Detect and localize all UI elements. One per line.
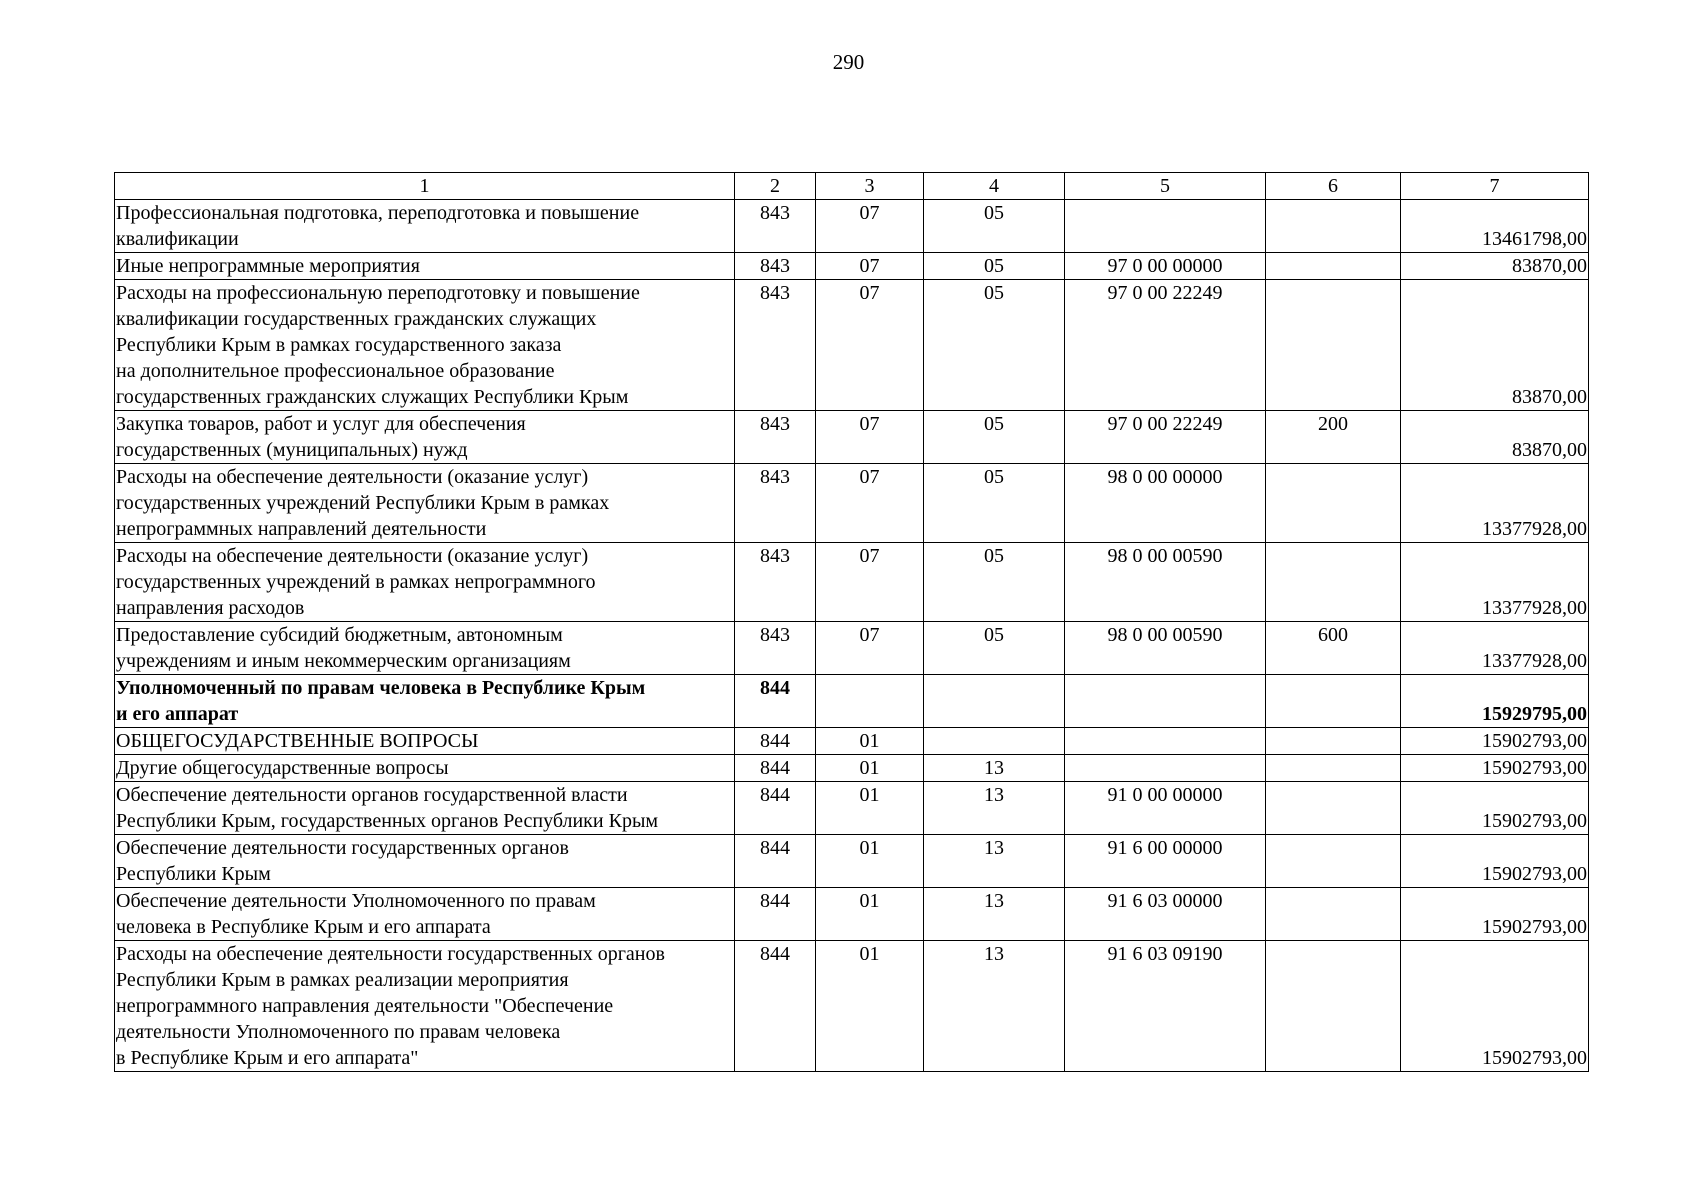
row-name-line: Уполномоченный по правам человека в Республике Крым: [116, 677, 646, 699]
group-code-cell: 05: [924, 543, 1065, 622]
row-name-line: Республики Крым в рамках государственного заказа: [116, 334, 562, 356]
column-header: 6: [1266, 173, 1401, 200]
page-number: 290: [832, 50, 865, 74]
group-code-cell: [924, 675, 1065, 728]
expense-type-cell: [1266, 253, 1401, 280]
table-row: [115, 835, 1589, 888]
target-article-cell: [1065, 755, 1266, 782]
subsection-code-cell: 07: [816, 253, 924, 280]
row-name-line: Обеспечение деятельности государственных органов: [116, 837, 569, 859]
target-article-cell: 91 6 03 00000: [1065, 888, 1266, 941]
subsection-code-cell: 07: [816, 622, 924, 675]
row-name-line: Обеспечение деятельности органов государственной власти: [116, 784, 628, 806]
row-name-line: на дополнительное профессиональное образование: [116, 360, 555, 382]
row-name-cell: [115, 543, 735, 622]
target-article-cell: 97 0 00 22249: [1065, 280, 1266, 411]
target-article-cell: 91 0 00 00000: [1065, 782, 1266, 835]
column-header: 4: [924, 173, 1065, 200]
subsection-code-cell: 01: [816, 755, 924, 782]
row-name-cell: [115, 755, 735, 782]
row-name-cell: [115, 941, 735, 1072]
expense-type-cell: [1266, 755, 1401, 782]
row-name-line: государственных (муниципальных) нужд: [116, 439, 468, 461]
subsection-code-cell: 07: [816, 200, 924, 253]
expense-type-cell: [1266, 888, 1401, 941]
subsection-code-cell: 07: [816, 543, 924, 622]
row-name-cell: [115, 728, 735, 755]
subsection-code-cell: 01: [816, 782, 924, 835]
amount-cell: 15902793,00: [1401, 728, 1589, 755]
table-row: [115, 411, 1589, 464]
table-row: [115, 280, 1589, 411]
table-row: [115, 728, 1589, 755]
expense-type-cell: [1266, 464, 1401, 543]
target-article-cell: [1065, 200, 1266, 253]
group-code-cell: 13: [924, 888, 1065, 941]
group-code-cell: 05: [924, 200, 1065, 253]
row-name-line: непрограммного направления деятельности "Обеспечение: [116, 995, 614, 1017]
subsection-code-cell: 07: [816, 464, 924, 543]
section-code-cell: 844: [735, 835, 816, 888]
subsection-code-cell: 01: [816, 941, 924, 1072]
amount-cell: 15929795,00: [1401, 675, 1589, 728]
section-code-cell: 843: [735, 464, 816, 543]
expense-type-cell: [1266, 782, 1401, 835]
subsection-code-cell: 07: [816, 280, 924, 411]
group-code-cell: [924, 728, 1065, 755]
row-name-cell: [115, 200, 735, 253]
column-header: 7: [1401, 173, 1589, 200]
amount-cell: 13461798,00: [1401, 200, 1589, 253]
column-header: 3: [816, 173, 924, 200]
row-name-line: государственных гражданских служащих Республики Крым: [116, 386, 629, 408]
row-name-line: государственных учреждений Республики Крым в рамках: [116, 492, 610, 514]
row-name-cell: [115, 253, 735, 280]
row-name-line: Расходы на обеспечение деятельности (оказание услуг): [116, 466, 589, 488]
group-code-cell: 13: [924, 782, 1065, 835]
row-name-line: Республики Крым, государственных органов Республики Крым: [116, 810, 659, 832]
table-row: [115, 253, 1589, 280]
row-name-cell: [115, 464, 735, 543]
amount-cell: 15902793,00: [1401, 888, 1589, 941]
row-name-cell: [115, 835, 735, 888]
group-code-cell: 13: [924, 941, 1065, 1072]
group-code-cell: 05: [924, 622, 1065, 675]
section-code-cell: 844: [735, 675, 816, 728]
table-row: [115, 200, 1589, 253]
target-article-cell: 98 0 00 00000: [1065, 464, 1266, 543]
amount-cell: 13377928,00: [1401, 543, 1589, 622]
expense-type-cell: [1266, 835, 1401, 888]
row-name-cell: [115, 782, 735, 835]
row-name-line: квалификации: [116, 228, 239, 250]
expense-type-cell: [1266, 728, 1401, 755]
section-code-cell: 844: [735, 755, 816, 782]
target-article-cell: [1065, 675, 1266, 728]
table-row: [115, 464, 1589, 543]
row-name-line: и его аппарат: [116, 703, 239, 725]
subsection-code-cell: [816, 675, 924, 728]
expense-type-cell: [1266, 543, 1401, 622]
subsection-code-cell: 01: [816, 728, 924, 755]
table-row: [115, 675, 1589, 728]
amount-cell: 15902793,00: [1401, 755, 1589, 782]
section-code-cell: 844: [735, 782, 816, 835]
target-article-cell: 91 6 00 00000: [1065, 835, 1266, 888]
expense-type-cell: [1266, 280, 1401, 411]
target-article-cell: 98 0 00 00590: [1065, 543, 1266, 622]
row-name-line: государственных учреждений в рамках непрограммного: [116, 571, 596, 593]
row-name-line: направления расходов: [116, 597, 305, 619]
subsection-code-cell: 01: [816, 888, 924, 941]
section-code-cell: 843: [735, 543, 816, 622]
row-name-line: деятельности Уполномоченного по правам человека: [116, 1021, 561, 1043]
header-row: [115, 173, 1589, 200]
amount-cell: 15902793,00: [1401, 782, 1589, 835]
row-name-line: Профессиональная подготовка, переподготовка и повышение: [116, 202, 640, 224]
group-code-cell: 05: [924, 411, 1065, 464]
table-row: [115, 622, 1589, 675]
row-name-line: непрограммных направлений деятельности: [116, 518, 487, 540]
expense-type-cell: 200: [1266, 411, 1401, 464]
row-name-cell: [115, 888, 735, 941]
target-article-cell: 97 0 00 00000: [1065, 253, 1266, 280]
subsection-code-cell: 07: [816, 411, 924, 464]
section-code-cell: 844: [735, 888, 816, 941]
target-article-cell: [1065, 728, 1266, 755]
row-name-line: Закупка товаров, работ и услуг для обеспечения: [116, 413, 526, 435]
amount-cell: 13377928,00: [1401, 464, 1589, 543]
expense-type-cell: [1266, 200, 1401, 253]
row-name-line: в Республике Крым и его аппарата": [116, 1047, 419, 1069]
target-article-cell: 97 0 00 22249: [1065, 411, 1266, 464]
section-code-cell: 843: [735, 280, 816, 411]
row-name-cell: [115, 675, 735, 728]
column-header: 2: [735, 173, 816, 200]
row-name-line: Республики Крым в рамках реализации мероприятия: [116, 969, 569, 991]
amount-cell: 13377928,00: [1401, 622, 1589, 675]
section-code-cell: 844: [735, 941, 816, 1072]
section-code-cell: 843: [735, 253, 816, 280]
group-code-cell: 05: [924, 253, 1065, 280]
row-name-cell: [115, 280, 735, 411]
subsection-code-cell: 01: [816, 835, 924, 888]
column-header: 5: [1065, 173, 1266, 200]
group-code-cell: 13: [924, 755, 1065, 782]
row-name-line: Расходы на профессиональную переподготовку и повышение: [116, 282, 640, 304]
row-name-line: Расходы на обеспечение деятельности (оказание услуг): [116, 545, 589, 567]
target-article-cell: 91 6 03 09190: [1065, 941, 1266, 1072]
table-row: [115, 888, 1589, 941]
budget-table: [114, 172, 1589, 1072]
row-name-line: Другие общегосударственные вопросы: [116, 757, 449, 779]
row-name-line: учреждениям и иным некоммерческим организациям: [116, 650, 571, 672]
row-name-line: человека в Республике Крым и его аппарата: [116, 916, 491, 938]
table-row: [115, 755, 1589, 782]
expense-type-cell: [1266, 941, 1401, 1072]
row-name-line: Предоставление субсидий бюджетным, автономным: [116, 624, 563, 646]
row-name-line: Расходы на обеспечение деятельности государственных органов: [116, 943, 665, 965]
group-code-cell: 13: [924, 835, 1065, 888]
table-row: [115, 543, 1589, 622]
column-header: 1: [115, 173, 735, 200]
amount-cell: 83870,00: [1401, 253, 1589, 280]
row-name-cell: [115, 622, 735, 675]
expense-type-cell: 600: [1266, 622, 1401, 675]
amount-cell: 15902793,00: [1401, 941, 1589, 1072]
section-code-cell: 843: [735, 200, 816, 253]
amount-cell: 83870,00: [1401, 280, 1589, 411]
target-article-cell: 98 0 00 00590: [1065, 622, 1266, 675]
row-name-line: Обеспечение деятельности Уполномоченного по правам: [116, 890, 596, 912]
amount-cell: 15902793,00: [1401, 835, 1589, 888]
row-name-line: квалификации государственных гражданских служащих: [116, 308, 597, 330]
table-row: [115, 782, 1589, 835]
amount-cell: 83870,00: [1401, 411, 1589, 464]
expense-type-cell: [1266, 675, 1401, 728]
section-code-cell: 843: [735, 411, 816, 464]
section-code-cell: 844: [735, 728, 816, 755]
table-row: [115, 941, 1589, 1072]
group-code-cell: 05: [924, 280, 1065, 411]
row-name-line: Республики Крым: [116, 863, 271, 885]
row-name-cell: [115, 411, 735, 464]
group-code-cell: 05: [924, 464, 1065, 543]
row-name-line: ОБЩЕГОСУДАРСТВЕННЫЕ ВОПРОСЫ: [116, 730, 479, 752]
row-name-line: Иные непрограммные мероприятия: [116, 255, 420, 277]
section-code-cell: 843: [735, 622, 816, 675]
